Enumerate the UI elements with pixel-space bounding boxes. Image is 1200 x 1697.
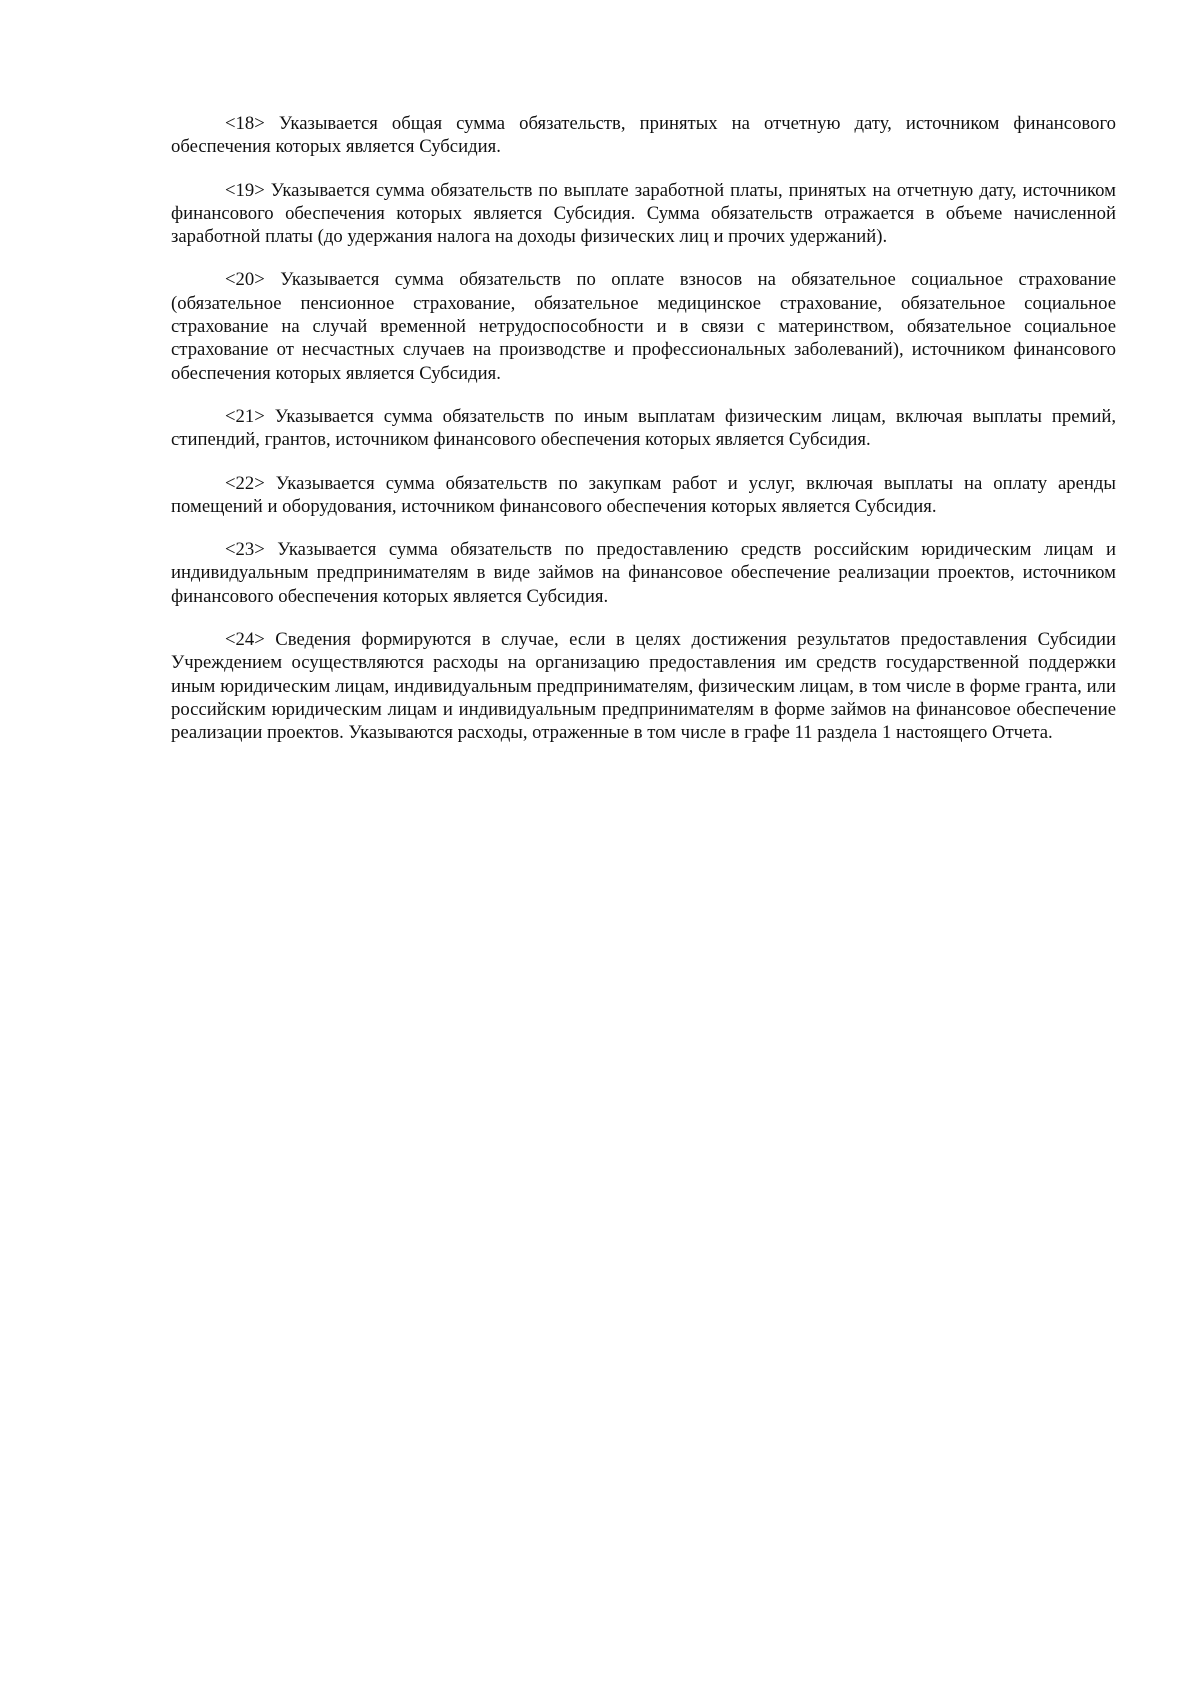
footnote-19: <19> Указывается сумма обязательств по выплате заработной платы, принятых на отчетную дату, источником финансового обеспечения которых является Субсидия. Сумма обязательств отражается в объеме начисленной заработной платы (до удержания налога на доходы физических лиц и прочих удержаний).	[171, 179, 1116, 248]
footnotes-section	[171, 112, 1116, 765]
footnote-23: <23> Указывается сумма обязательств по предоставлению средств российским юридическим лицам и индивидуальным предпринимателям в виде займов на финансовое обеспечение реализации проектов, источником финансового обеспечения которых является Субсидия.	[171, 539, 1116, 607]
footnote-22: <22> Указывается сумма обязательств по закупкам работ и услуг, включая выплаты на оплату аренды помещений и оборудования, источником финансового обеспечения которых является Субсидия.	[171, 472, 1116, 517]
footnote-20: <20> Указывается сумма обязательств по оплате взносов на обязательное социальное страхование (обязательное пенсионное страхование, обязательное медицинское страхование, обязательное социальное страхование на случай временной нетрудоспособности и в связи с материнством, обязательное социальное страхование от несчастных случаев на производстве и профессиональных заболеваний), источником финансового обеспечения которых является Субсидия.	[171, 269, 1116, 384]
footnote-24: <24> Сведения формируются в случае, если в целях достижения результатов предоставления Субсидии Учреждением осуществляются расходы на организацию предоставления им средств государственной поддержки иным юридическим лицам, индивидуальным предпринимателям, физическим лицам, в том числе в форме гранта, или российским юридическим лицам и индивидуальным предпринимателям в форме займов на финансовое обеспечение реализации проектов. Указываются расходы, отраженные в том числе в графе 11 раздела 1 настоящего Отчета.	[171, 629, 1116, 744]
footnote-21: <21> Указывается сумма обязательств по иным выплатам физическим лицам, включая выплаты премий, стипендий, грантов, источником финансового обеспечения которых является Субсидия.	[171, 405, 1116, 451]
footnote-18: <18> Указывается общая сумма обязательств, принятых на отчетную дату, источником финансового обеспечения которых является Субсидия.	[171, 113, 1116, 158]
